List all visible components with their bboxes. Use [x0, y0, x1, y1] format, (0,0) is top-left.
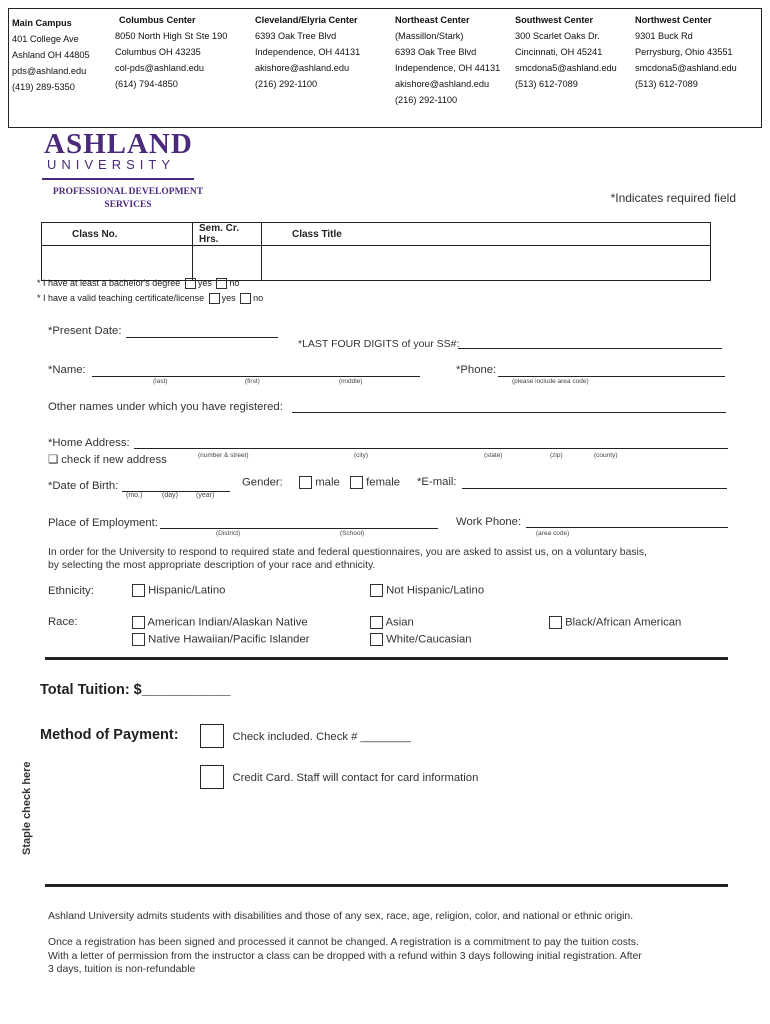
- work-phone-field[interactable]: [526, 527, 728, 528]
- black-checkbox[interactable]: [549, 616, 562, 629]
- teaching-label: * I have a valid teaching certificate/license: [37, 293, 205, 303]
- nondiscrimination-statement: Ashland University admits students with disabilities and those of any sex, race, age, religion, color, and national or ethnic origin.: [48, 911, 634, 922]
- other-names-field[interactable]: [292, 412, 726, 413]
- campus-line: (513) 612-7089: [635, 79, 698, 89]
- campus-line: smcdona5@ashland.edu: [635, 63, 737, 73]
- campus-line: 6393 Oak Tree Blvd: [255, 31, 337, 41]
- bachelor-yes-checkbox[interactable]: [185, 278, 196, 289]
- bachelor-label: * I have at least a bachelor's degree: [37, 278, 181, 288]
- credit-hours-cell[interactable]: [193, 246, 262, 281]
- th-class-title: Class Title: [262, 223, 711, 246]
- class-title-cell[interactable]: [262, 246, 711, 281]
- teaching-no-checkbox[interactable]: [240, 293, 251, 304]
- yes-label: yes: [221, 293, 236, 303]
- staple-note: Staple check here: [21, 761, 33, 855]
- ssn-label: *LAST FOUR DIGITS of your SS#:: [298, 338, 460, 350]
- campus-line: akishore@ashland.edu: [255, 63, 350, 73]
- gender-label: Gender:: [242, 476, 283, 489]
- logo-university: UNIVERSITY: [47, 157, 176, 172]
- present-date-label: *Present Date:: [48, 325, 122, 337]
- email-field[interactable]: [462, 488, 727, 489]
- campus-line: pds@ashland.edu: [12, 66, 87, 76]
- campus-line: 401 College Ave: [12, 34, 79, 44]
- black-label: Black/African American: [565, 616, 682, 629]
- logo-wordmark: ASHLAND: [44, 128, 193, 160]
- gender-row: [242, 476, 400, 489]
- ethnicity-intro-line1: In order for the University to respond to required state and federal questionnaires, you are asked to assist us, on a voluntary basis,: [48, 547, 647, 558]
- employment-hint-school: (School): [340, 530, 365, 537]
- ethnicity-label: Ethnicity:: [48, 585, 94, 597]
- th-class-no: Class No.: [42, 223, 193, 246]
- not-hispanic-checkbox[interactable]: [370, 584, 383, 597]
- address-hint-state: (state): [484, 452, 503, 459]
- work-phone-hint: (area code): [536, 530, 570, 537]
- male-label: male: [315, 476, 340, 489]
- yes-label: yes: [197, 278, 212, 288]
- section-divider: [45, 657, 728, 660]
- dob-hint-year: (year): [196, 492, 215, 499]
- campus-cleveland: [255, 12, 360, 92]
- campus-name: Northwest Center: [635, 15, 712, 25]
- campus-northeast: [395, 12, 500, 108]
- campus-line: Cincinnati, OH 45241: [515, 47, 603, 57]
- asian-checkbox[interactable]: [370, 616, 383, 629]
- campus-line: Perrysburg, Ohio 43551: [635, 47, 733, 57]
- name-hint-first: (first): [245, 378, 260, 385]
- campus-line: 8050 North High St Ste 190: [115, 31, 228, 41]
- refund-policy-line2: With a letter of permission from the instructor a class can be dropped with a refund within 3 days following initial registration. After: [48, 950, 642, 962]
- check-checkbox[interactable]: [200, 724, 224, 748]
- dob-hint-month: (mo.): [126, 492, 143, 499]
- credit-label: Credit Card. Staff will contact for card information: [232, 772, 479, 785]
- logo-divider: [42, 178, 194, 180]
- campus-line: Independence, OH 44131: [395, 63, 501, 73]
- bachelor-row: [37, 278, 239, 289]
- employment-label: Place of Employment:: [48, 517, 158, 529]
- refund-policy: [48, 936, 728, 977]
- campus-line: (614) 794-4850: [115, 79, 178, 89]
- dob-label: *Date of Birth:: [48, 480, 119, 492]
- teaching-yes-checkbox[interactable]: [209, 293, 220, 304]
- campus-line: Columbus OH 43235: [115, 47, 201, 57]
- th-credit-hours: Sem. Cr. Hrs.: [193, 223, 262, 246]
- campus-line: col-pds@ashland.edu: [115, 63, 205, 73]
- not-hispanic-label: Not Hispanic/Latino: [386, 584, 485, 597]
- footer-divider: [45, 884, 728, 887]
- campus-name: Southwest Center: [515, 15, 594, 25]
- campus-northwest: [635, 12, 737, 92]
- employment-field[interactable]: [160, 528, 438, 529]
- race-option-asian[interactable]: [370, 616, 414, 629]
- logo-pds-line2: SERVICES: [104, 200, 152, 210]
- name-hint-middle: (middle): [339, 378, 363, 385]
- hawaiian-label: Native Hawaiian/Pacific Islander: [148, 633, 310, 646]
- campus-line: 300 Scarlet Oaks Dr.: [515, 31, 600, 41]
- race-option-hawaiian[interactable]: [132, 633, 310, 646]
- campus-line: (Massillon/Stark): [395, 31, 464, 41]
- campus-name: Main Campus: [12, 18, 72, 28]
- dob-hint-day: (day): [162, 492, 178, 499]
- american-indian-label: American Indian/Alaskan Native: [147, 616, 308, 629]
- address-hint-zip: (zip): [550, 452, 563, 459]
- class-no-cell[interactable]: [42, 246, 193, 281]
- no-label: no: [229, 278, 240, 288]
- teaching-row: [37, 293, 263, 304]
- campus-line: akishore@ashland.edu: [395, 79, 490, 89]
- race-option-black[interactable]: [549, 616, 681, 629]
- credit-checkbox[interactable]: [200, 765, 224, 789]
- campus-info-box: [8, 8, 762, 128]
- email-label: *E-mail:: [417, 476, 457, 488]
- female-checkbox[interactable]: [350, 476, 363, 489]
- ethnicity-intro: [48, 546, 647, 572]
- campus-line: 9301 Buck Rd: [635, 31, 693, 41]
- white-checkbox[interactable]: [370, 633, 383, 646]
- phone-field[interactable]: [498, 376, 725, 377]
- address-hint-street: (number & street): [198, 452, 249, 459]
- campus-southwest: [515, 12, 617, 92]
- ssn-field[interactable]: [458, 348, 722, 349]
- hispanic-checkbox[interactable]: [132, 584, 145, 597]
- asian-label: Asian: [385, 616, 414, 629]
- address-hint-county: (county): [594, 452, 618, 459]
- home-address-field[interactable]: [134, 448, 728, 449]
- check-label: Check included. Check # ________: [232, 731, 411, 744]
- race-option-american-indian[interactable]: [132, 616, 308, 629]
- campus-line: (419) 289-5350: [12, 82, 75, 92]
- logo-pds: [33, 186, 223, 212]
- campus-line: (216) 292-1100: [255, 79, 318, 89]
- race-option-white[interactable]: [370, 633, 472, 646]
- male-checkbox[interactable]: [299, 476, 312, 489]
- other-names-label: Other names under which you have registered:: [48, 401, 283, 413]
- present-date-field[interactable]: [126, 337, 278, 338]
- campus-name: Northeast Center: [395, 15, 470, 25]
- campus-name: Cleveland/Elyria Center: [255, 15, 358, 25]
- refund-policy-line3: 3 days, tuition is non-refundable: [48, 964, 196, 975]
- name-field[interactable]: [92, 376, 420, 377]
- no-label: no: [253, 293, 264, 303]
- payment-label: Method of Payment:: [40, 727, 179, 743]
- ethnicity-intro-line2: by selecting the most appropriate description of your race and ethnicity.: [48, 560, 376, 571]
- campus-name: Columbus Center: [119, 15, 196, 25]
- total-tuition[interactable]: Total Tuition: $___________: [40, 682, 231, 698]
- required-note: *Indicates required field: [610, 191, 736, 205]
- ethnicity-option-hispanic[interactable]: [132, 584, 225, 597]
- campus-line: smcdona5@ashland.edu: [515, 63, 617, 73]
- race-label: Race:: [48, 616, 78, 628]
- employment-hint-district: (District): [216, 530, 241, 537]
- ethnicity-option-not-hispanic[interactable]: [370, 584, 484, 597]
- female-label: female: [366, 476, 401, 489]
- hawaiian-checkbox[interactable]: [132, 633, 145, 646]
- campus-columbus: [115, 12, 227, 92]
- phone-hint: (please include area code): [512, 378, 589, 385]
- campus-main: [12, 15, 90, 95]
- new-address-checkbox[interactable]: ❑ check if new address: [48, 454, 167, 466]
- campus-line: Independence, OH 44131: [255, 47, 361, 57]
- white-label: White/Caucasian: [386, 633, 472, 646]
- bachelor-no-checkbox[interactable]: [216, 278, 227, 289]
- logo-pds-line1: PROFESSIONAL DEVELOPMENT: [52, 187, 204, 197]
- campus-line: 6393 Oak Tree Blvd: [395, 47, 477, 57]
- refund-policy-line1: Once a registration has been signed and processed it cannot be changed. A registration is a commitment to pay the tuition costs.: [48, 937, 639, 948]
- phone-label: *Phone:: [456, 364, 497, 376]
- american-indian-checkbox[interactable]: [132, 616, 145, 629]
- home-address-label: *Home Address:: [48, 437, 130, 449]
- work-phone-label: Work Phone:: [456, 516, 522, 528]
- campus-line: Ashland OH 44805: [12, 50, 90, 60]
- check-option[interactable]: [200, 724, 411, 748]
- hispanic-label: Hispanic/Latino: [148, 584, 226, 597]
- class-table: [41, 222, 711, 281]
- campus-line: (513) 612-7089: [515, 79, 578, 89]
- campus-line: (216) 292-1100: [395, 95, 458, 105]
- name-hint-last: (last): [153, 378, 168, 385]
- address-hint-city: (city): [354, 452, 369, 459]
- credit-option[interactable]: [200, 765, 478, 789]
- name-label: *Name:: [48, 364, 86, 376]
